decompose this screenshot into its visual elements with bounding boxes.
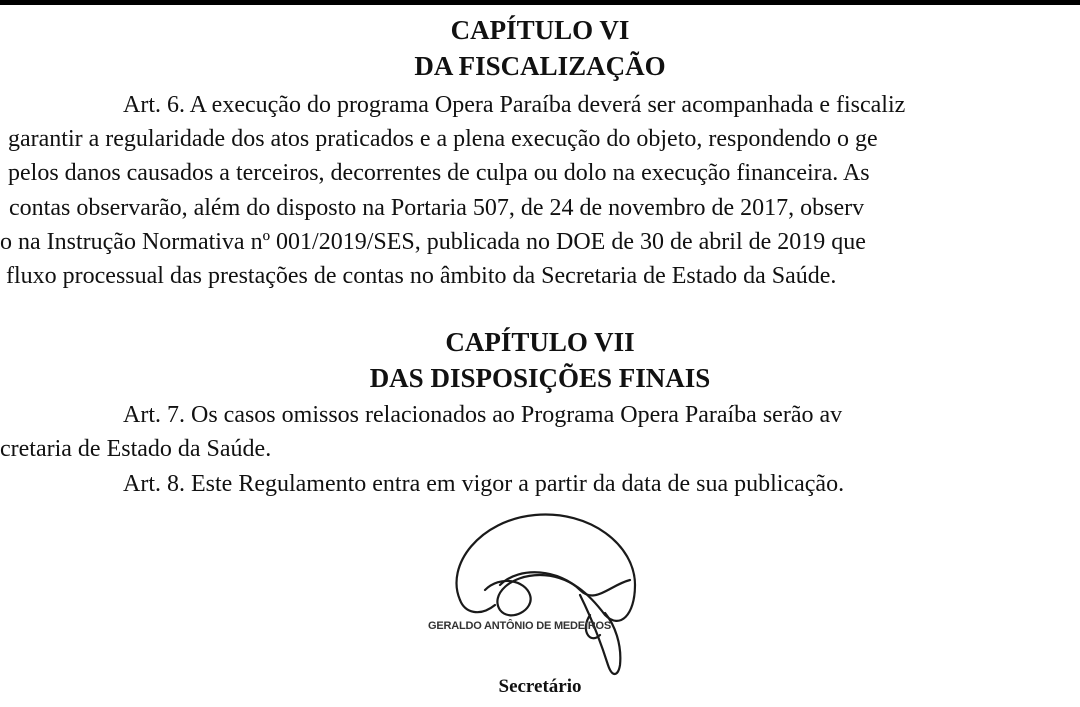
art7-line-2: cretaria de Estado da Saúde. bbox=[0, 436, 272, 462]
handwritten-signature bbox=[440, 505, 660, 695]
chapter-7-subtitle: DAS DISPOSIÇÕES FINAIS bbox=[369, 363, 711, 393]
top-border bbox=[0, 0, 1080, 5]
chapter-6-subtitle: DA FISCALIZAÇÃO bbox=[414, 51, 666, 81]
art6-line-2: garantir a regularidade dos atos praticados e a plena execução do objeto, respondendo o ge bbox=[8, 126, 878, 152]
art6-line-4: contas observarão, além do disposto na Portaria 507, de 24 de novembro de 2017, observ bbox=[9, 195, 865, 221]
signatory-name: GERALDO ANTÔNIO DE MEDEIROS bbox=[428, 620, 612, 632]
signatory-role: Secretário bbox=[498, 676, 582, 697]
chapter-7-title: CAPÍTULO VII bbox=[445, 327, 635, 357]
art8-line: Art. 8. Este Regulamento entra em vigor a partir da data de sua publicação. bbox=[123, 471, 845, 497]
art7-line-1: Art. 7. Os casos omissos relacionados ao Programa Opera Paraíba serão av bbox=[123, 402, 843, 428]
art6-line-1: Art. 6. A execução do programa Opera Paraíba deverá ser acompanhada e fiscaliz bbox=[123, 92, 906, 118]
art6-line-3: pelos danos causados a terceiros, decorrentes de culpa ou dolo na execução financeira. As bbox=[8, 160, 870, 186]
chapter-6-title: CAPÍTULO VI bbox=[450, 15, 630, 45]
art6-line-5: o na Instrução Normativa nº 001/2019/SES, publicada no DOE de 30 de abril de 2019 que bbox=[0, 229, 866, 255]
art6-line-6: fluxo processual das prestações de contas no âmbito da Secretaria de Estado da Saúde. bbox=[6, 263, 837, 289]
